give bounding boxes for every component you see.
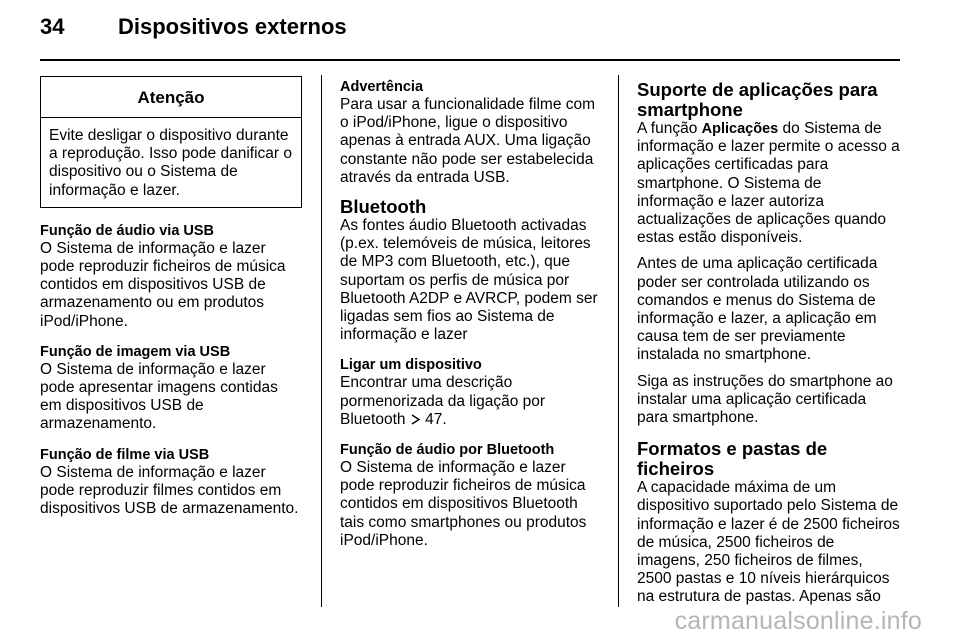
apps-heading: Suporte de aplicações para smartphone [637,79,878,120]
column-1 [40,76,302,530]
bt-audio-heading: Função de áudio por Bluetooth [340,442,555,459]
section-heading: Função de imagem via USB [40,343,231,360]
formats-heading: Formatos e pastas de ficheiros [637,438,828,480]
warning-text: Para usar a funcionalidade filme com o iPod/iPhone, ligue o dispositivo apenas à entrada AUX. Uma ligação constante não pode ser estabelecida através da entrada USB. [340,96,596,186]
connect-body: Encontrar uma descrição pormenorizada da ligação por Bluetooth [340,374,546,428]
section-file-formats [637,439,901,606]
bt-audio-text: O Sistema de informação e lazer pode reproduzir ficheiros de música contidos em dispositivos Bluetooth tais como smartphones ou produtos iPod/iPhone. [340,459,587,549]
section-text: O Sistema de informação e lazer pode reproduzir filmes contidos em dispositivos USB de armazenamento. [40,463,299,518]
section-heading: Função de filme via USB [40,446,210,463]
warning-note [340,78,604,187]
section-smartphone-apps [637,80,901,247]
section-heading: Função de áudio via USB [40,222,215,239]
attention-title: Atenção [41,77,301,118]
section-text: O Sistema de informação e lazer pode reproduzir ficheiros de música contidos em dispositivos USB de armazenamento ou em produtos iPod/iPhone. [40,239,286,330]
apps-text-start: A função [637,120,698,137]
watermark: carmanualsonline.info [674,607,922,635]
page-header [40,14,347,50]
column-3 [637,80,901,619]
formats-text: A capacidade máxima de um dispositivo suportado pelo Sistema de informação e lazer é de 2500 ficheiros de música, 2500 ficheiros de imagens, 250 ficheiros de filmes, 2500 pastas e 10 níveis hierárquicos na estrutura de pastas. Apenas são [637,479,900,606]
column-divider-1 [321,75,322,607]
warning-heading: Advertência [340,79,424,95]
header-divider [40,59,900,61]
apps-text-end: do Sistema de informação e lazer permite o acesso a aplicações certificadas para smartphone. O Sistema de informação e lazer autoriza actualizações de aplicações quando estas estão disponíveis. [637,120,900,247]
attention-box [40,76,302,208]
apps-function-name: Aplicações [701,121,779,137]
page-title: Dispositivos externos [118,14,347,39]
attention-body: Evite desligar o dispositivo durante a reprodução. Isso pode danificar o dispositivo ou o Sistema de informação e lazer. [49,127,292,199]
apps-paragraph-1 [637,120,901,247]
section-bluetooth-audio [340,441,604,550]
section-usb-movie [40,446,302,519]
section-bluetooth [340,197,604,344]
connect-heading: Ligar um dispositivo [340,357,482,374]
bluetooth-heading: Bluetooth [340,196,427,218]
section-connect-device [340,356,604,429]
page-reference-arrow-icon [410,414,421,425]
reference-page-link[interactable]: 47. [425,410,447,428]
apps-paragraph-2: Antes de uma aplicação certificada poder ser controlada utilizando os comandos e menus do Sistema de informação e lazer, a aplicação em causa tem de ser previamente instalada no smartphone. [637,255,878,364]
section-usb-image [40,343,302,434]
column-2 [340,78,604,562]
apps-paragraph-3: Siga as instruções do smartphone ao instalar uma aplicação certificada para smartphone. [637,372,893,427]
section-text: O Sistema de informação e lazer pode apresentar imagens contidas em dispositivos USB de armazenamento. [40,360,278,433]
page-number: 34 [40,14,65,39]
connect-text [340,374,604,429]
section-usb-audio [40,222,302,331]
bluetooth-text: As fontes áudio Bluetooth activadas (p.ex. telemóveis de música, leitores de MP3 com Bluetooth, etc.), que suportam os perfis de música por Bluetooth A2DP e AVRCP, podem ser ligadas sem fios ao Sistema de informação e lazer [340,217,598,344]
column-divider-2 [618,75,619,607]
